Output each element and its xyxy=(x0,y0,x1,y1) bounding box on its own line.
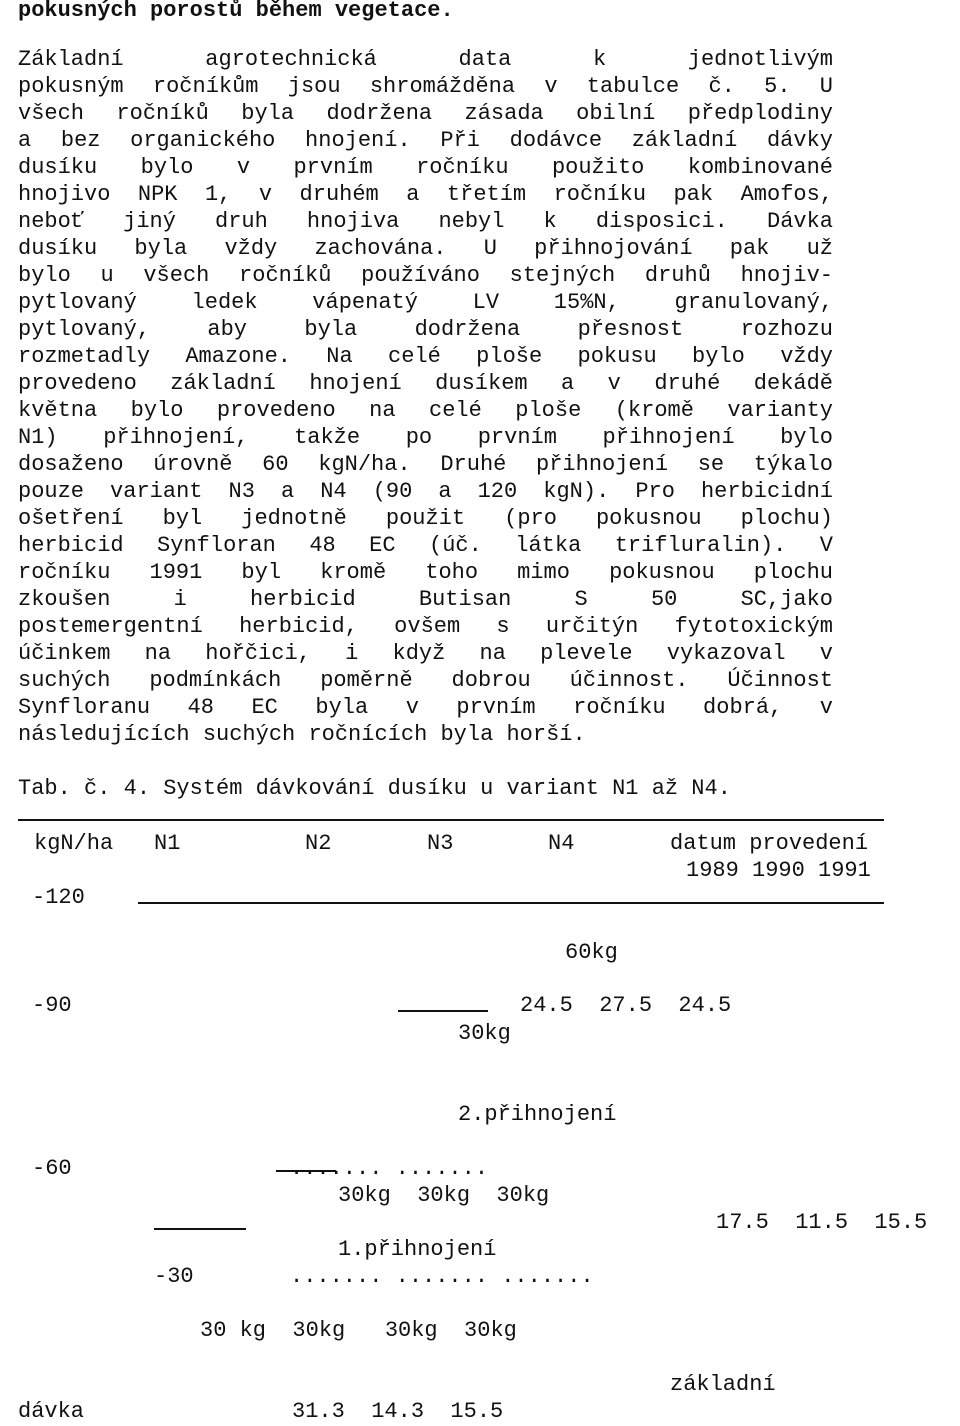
paragraph-line: pouze variant N3 a N4 (90 a 120 kgN). Pro herbicidní xyxy=(18,479,833,504)
paragraph-line: neboť jiný druh hnojiva nebyl k disposici. Dávka xyxy=(18,209,833,234)
first-dots: ....... ....... ....... xyxy=(290,1264,594,1289)
level-label: -120 xyxy=(32,885,85,910)
paragraph-line: N1) přihnojení, takže po prvním přihnojení bylo xyxy=(18,425,833,450)
caption-rule xyxy=(18,819,884,821)
paragraph-line-last: následujících suchých ročnících byla horší. xyxy=(18,722,586,747)
paragraph-line: suchých podmínkách poměrně dobrou účinnost. Účinnost xyxy=(18,668,833,693)
paragraph-line: pytlovaný ledek vápenatý LV 15%N, granulovaný, xyxy=(18,290,833,315)
level-30-line xyxy=(154,1228,246,1230)
paragraph-line: hnojivo NPK 1, v druhém a třetím ročníku pak Amofos, xyxy=(18,182,833,207)
unit-label: kgN/ha xyxy=(34,831,114,856)
paragraph-line: ročníku 1991 byl kromě toho mimo pokusnou plochu xyxy=(18,560,833,585)
paragraph-line: pokusným ročníkům jsou shromážděna v tabulce č. 5. U xyxy=(18,74,833,99)
table-caption: Tab. č. 4. Systém dávkování dusíku u variant N1 až N4. xyxy=(18,776,731,801)
paragraph-line: provedeno základní hnojení dusíkem a v druhé dekádě xyxy=(18,371,833,396)
base-doses: 30 kg 30kg 30kg 30kg xyxy=(200,1318,517,1343)
paragraph-line: účinkem na hořčici, i když na plevele vykazoval v xyxy=(18,641,833,666)
level-label: -60 xyxy=(32,1156,72,1181)
base-row-label: dávka xyxy=(18,1399,85,1424)
paragraph-line: Základní agrotechnická data k jednotlivým xyxy=(18,47,833,72)
variant-header: N1 xyxy=(154,831,181,856)
paragraph-line: všech ročníků byla dodržena zásada obilní předplodiny xyxy=(18,101,833,126)
variant-header: N4 xyxy=(548,831,575,856)
paragraph-line: rozmetadly Amazone. Na celé ploše pokusu bylo vždy xyxy=(18,344,833,369)
first-dates: 17.5 11.5 15.5 xyxy=(716,1210,928,1235)
second-fertilization-label: 2.přihnojení xyxy=(458,1102,617,1127)
paragraph-line: pytlovaný, aby byla dodržena přesnost rozhozu xyxy=(18,317,833,342)
paragraph-line: května bylo provedeno na celé ploše (kromě varianty xyxy=(18,398,833,423)
second-top-dose: 60kg xyxy=(565,940,618,965)
paragraph-line: bylo u všech ročníků používáno stejných druhů hnojiv- xyxy=(18,263,833,288)
level-120-line xyxy=(138,902,884,904)
paragraph-line: dusíku byla vždy zachována. U přihnojování pak už xyxy=(18,236,833,261)
second-dates: 24.5 27.5 24.5 xyxy=(520,993,732,1018)
paragraph-line: dusíku bylo v prvním ročníku použito kombinované xyxy=(18,155,833,180)
paragraph-line: dosaženo úrovně 60 kgN/ha. Druhé přihnojení se týkalo xyxy=(18,452,833,477)
variant-header: N2 xyxy=(305,831,332,856)
base-dates: 31.3 14.3 15.5 xyxy=(292,1399,504,1424)
paragraph-line: herbicid Synfloran 48 EC (úč. látka trifluralin). V xyxy=(18,533,833,558)
paragraph-line: Synfloranu 48 EC byla v prvním ročníku dobrá, v xyxy=(18,695,833,720)
second-dose: 30kg xyxy=(458,1021,511,1046)
paragraph-line: postemergentní herbicid, ovšem s určitýn fytotoxickým xyxy=(18,614,833,639)
year-headers: 1989 1990 1991 xyxy=(686,858,871,883)
second-doses: 30kg 30kg 30kg xyxy=(338,1183,550,1208)
second-dots: ....... ....... xyxy=(290,1156,489,1181)
first-fertilization-label: 1.přihnojení xyxy=(338,1237,497,1262)
level-label: -30 xyxy=(154,1264,194,1289)
variant-header: N3 xyxy=(427,831,454,856)
level-90-line xyxy=(398,1010,488,1012)
level-label: -90 xyxy=(32,993,72,1018)
paragraph-line: ošetření byl jednotně použit (pro pokusnou plochu) xyxy=(18,506,833,531)
paragraph-line: zkoušen i herbicid Butisan S 50 SC,jako xyxy=(18,587,833,612)
date-header: datum provedení xyxy=(670,831,869,856)
section-heading-tail: pokusných porostů během vegetace. xyxy=(18,0,454,23)
paragraph-line: a bez organického hnojení. Při dodávce základní dávky xyxy=(18,128,833,153)
base-label: základní xyxy=(670,1372,776,1397)
